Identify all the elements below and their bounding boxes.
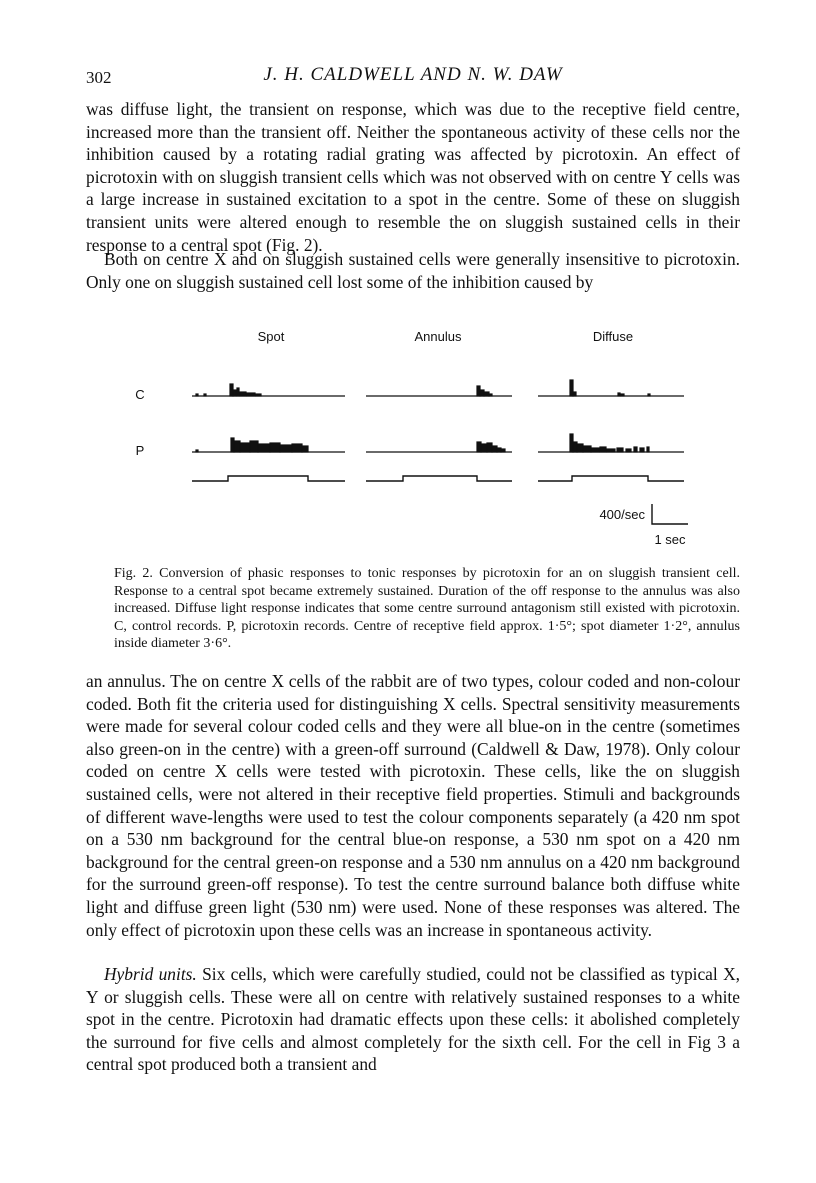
row-label-control: C [135,387,145,402]
histogram-picrotoxin-annulus [366,442,512,452]
histogram-control-annulus [366,386,512,396]
scale-bar [652,504,688,524]
paragraph-2 [86,248,740,293]
histogram-control-spot [192,384,345,396]
scale-time-label: 1 sec [654,532,686,547]
paragraph-4 [86,963,740,1076]
histogram-picrotoxin-diffuse [538,434,684,452]
paragraph-3: an annulus. The on centre X cells of the rabbit are of two types, colour coded and non-colour coded. Both fit the criteria used for distinguishing X cells. Spectral sensitivity measurements were made for several colour coded cells and they were all blue-on in the centre (sometimes also green-on in the centre) with a green-off surround (Caldwell & Daw, 1978). Only colour coded on centre X cells were tested with picrotoxin. These cells, like the on sluggish sustained cells, were not altered in their receptive field properties. Stimuli and backgrounds of different wave-lengths were used to test the colour components separately (a 420 nm spot on a 530 nm background for the central blue-on response, a 530 nm spot on a 420 nm background for the central green-on response and a 530 nm annulus on a 420 nm background for the surround green-off response). To test the centre surround balance both diffuse white light and diffuse green light (530 nm) were used. None of these responses was altered. The only effect of picrotoxin upon these cells was an increase in spontaneous activity. [86,671,740,940]
running-head-authors: J. H. CALDWELL AND N. W. DAW [263,64,563,85]
page-number: 302 [86,68,112,87]
hybrid-units-heading: Hybrid units. [104,964,197,984]
scale-rate-label: 400/sec [599,507,645,522]
column-label-spot: Spot [257,329,285,344]
row-label-picrotoxin: P [135,443,145,458]
histogram-control-diffuse [538,380,684,396]
stimulus-trace-diffuse [538,476,684,481]
stimulus-trace-spot [192,476,345,481]
stimulus-trace-annulus [366,476,512,481]
paragraph-1: was diffuse light, the transient on response, which was due to the receptive field centre, increased more than the transient off. Neither the spontaneous activity of these cells nor the inhibition caused by a rotating radial grating was affected by picrotoxin. An effect of picrotoxin with on sluggish transient cells which was not observed with on centre Y cells was a large increase in sustained excitation to a spot in the centre. Some of these on sluggish transient units were altered enough to resemble the on sluggish sustained cells in their response to a central spot (Fig. 2). [86,99,740,255]
histogram-picrotoxin-spot [192,438,345,452]
figure-2-caption: Fig. 2. Conversion of phasic responses to tonic responses by picrotoxin for an on sluggish transient cell. Response to a central spot became extremely sustained. Duration of the off response to the annulus was also increased. Diffuse light response indicates that some centre surround antagonism still existed with picrotoxin. C, control records. P, picrotoxin records. Centre of receptive field approx. 1·5°; spot diameter 1·2°, annulus inside diameter 3·6°. [114,566,740,652]
column-label-diffuse: Diffuse [592,329,634,344]
column-label-annulus: Annulus [414,329,462,344]
paragraph-2-text: Both on centre X and on sluggish sustained cells were generally insensitive to picrotoxin. Only one on sluggish sustained cell lost some of the inhibition caused by [86,249,740,292]
page-header [86,64,740,94]
figure-2 [0,310,816,560]
paragraph-4-text: Six cells, which were carefully studied, could not be classified as typical X, Y or sluggish cells. These were all on centre with relatively sustained responses to a white spot in the centre. Picrotoxin had dramatic effects upon these cells: it abolished completely the surround for five cells and almost completely for the sixth cell. For the cell in Fig 3 a central spot produced both a transient and [86,964,740,1075]
